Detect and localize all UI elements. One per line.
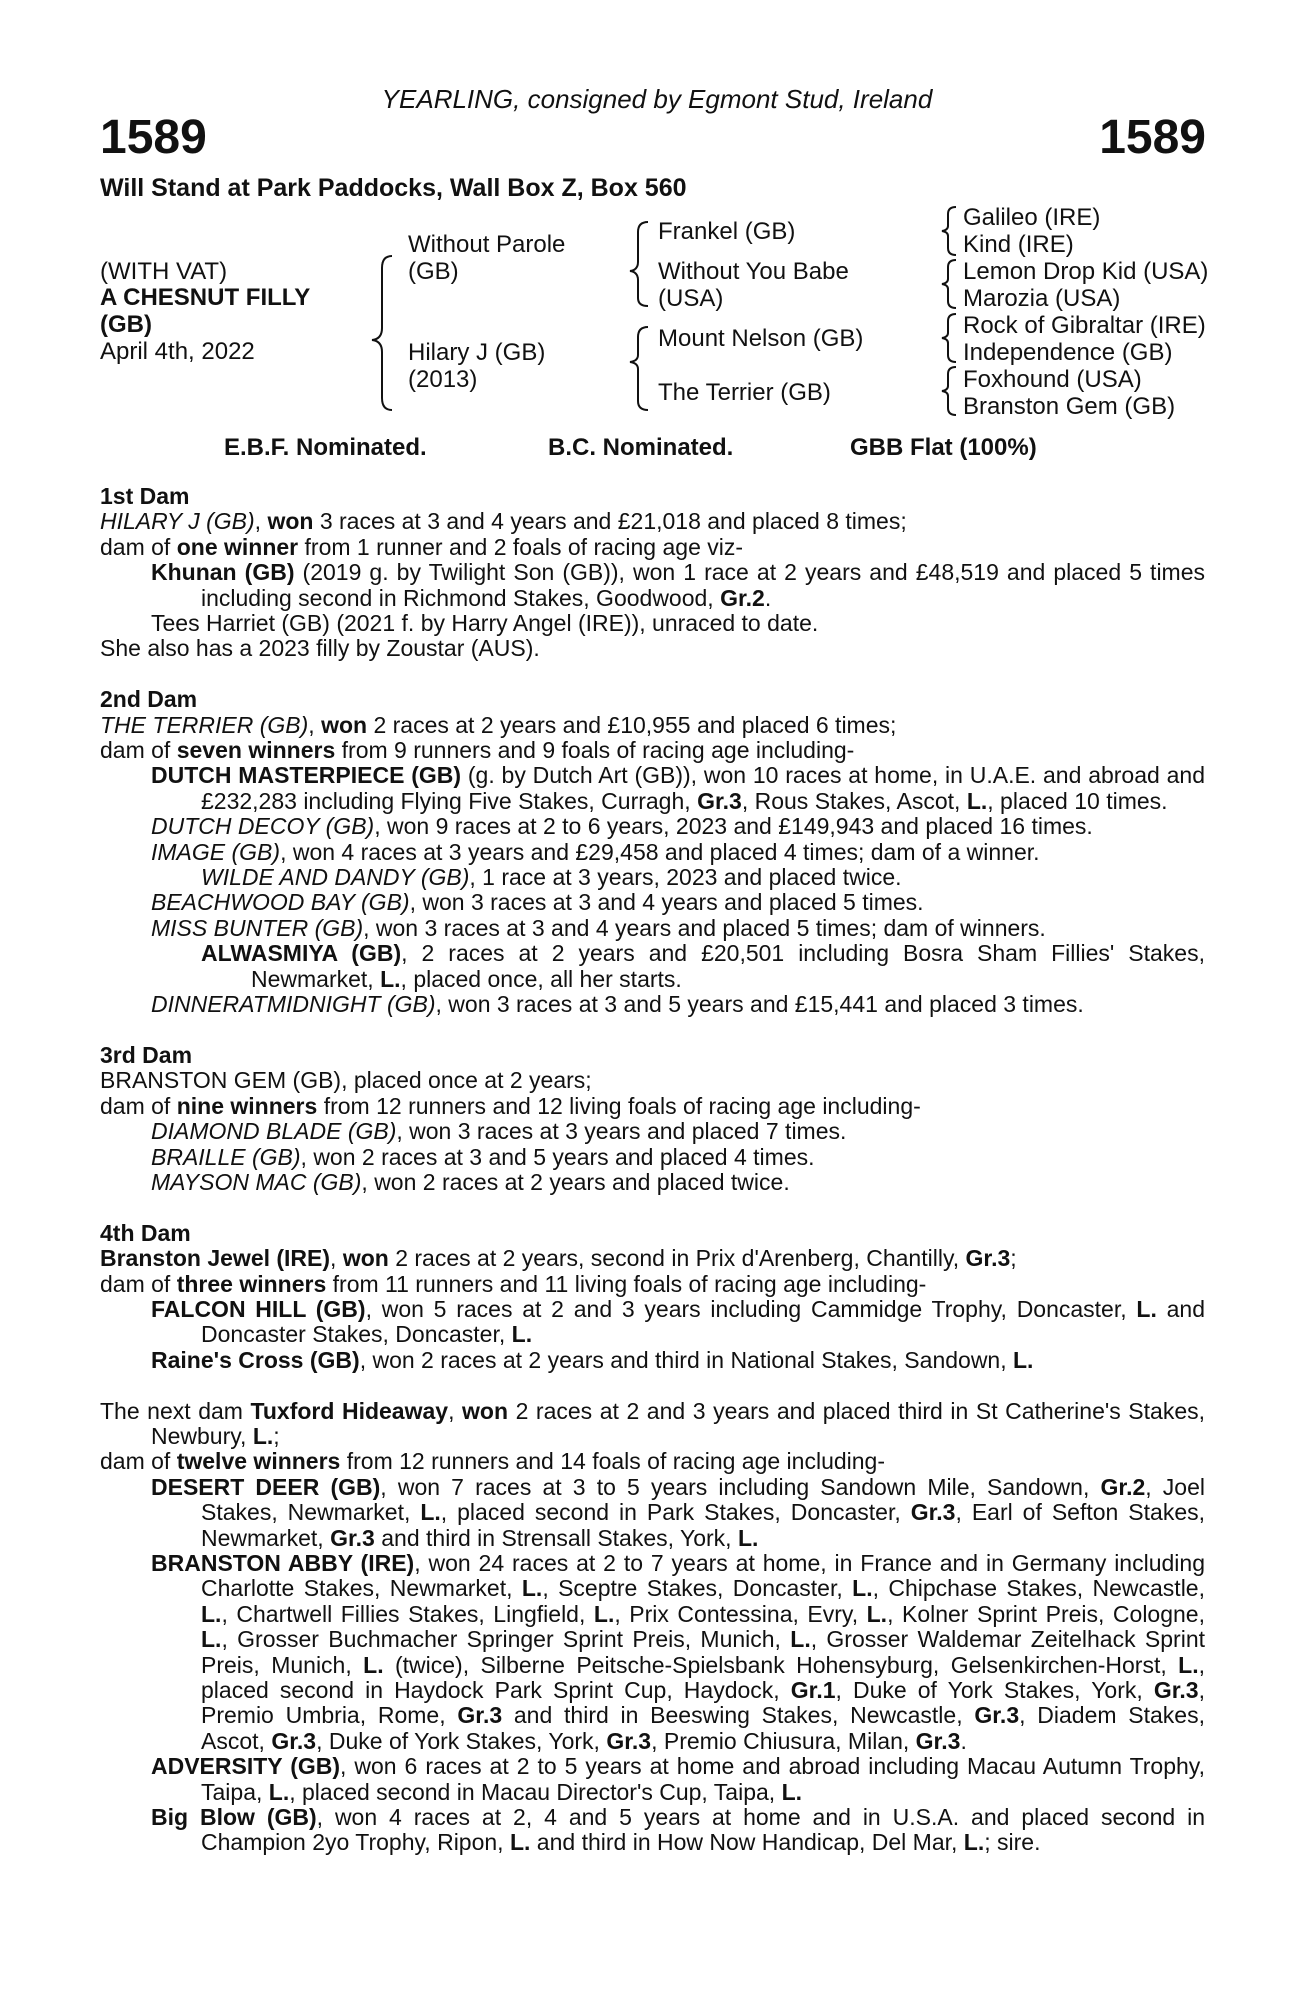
next-dam-produce: dam of twelve winners from 12 runners and 14 foals of racing age including- xyxy=(100,1448,885,1475)
third-dam-produce: dam of nine winners from 12 runners and 12 living foals of racing age including- xyxy=(100,1092,921,1119)
produce-diamond-blade: DIAMOND BLADE (GB), won 3 races at 3 years and placed 7 times. xyxy=(151,1118,847,1145)
produce-dutch-masterpiece: DUTCH MASTERPIECE (GB) (g. by Dutch Art (GB)), won 10 races at home, in U.A.E. and abroad and £232,283 including Flying Five Stakes, Curragh, Gr.3, Rous Stakes, Ascot, L., placed 10 times. xyxy=(151,762,1205,814)
sire-sire: Frankel (GB) xyxy=(658,218,796,245)
next-dam-record: The next dam Tuxford Hideaway, won 2 races at 2 and 3 years and placed third in St Catherine's Stakes, Newbury, L.; xyxy=(100,1397,1206,1449)
first-dam-heading: 1st Dam xyxy=(100,483,190,509)
foaling-date: April 4th, 2022 xyxy=(100,338,255,365)
dam-sire: Mount Nelson (GB) xyxy=(658,325,864,352)
sire-name: Without Parole xyxy=(408,231,566,258)
subject-country: (GB) xyxy=(100,311,152,338)
first-dam-record: HILARY J (GB), won 3 races at 3 and 4 years and £21,018 and placed 8 times; xyxy=(100,508,907,535)
produce-falcon-hill: FALCON HILL (GB), won 5 races at 2 and 3 years including Cammidge Trophy, Doncaster, L. and Doncaster Stakes, Doncaster, L. xyxy=(151,1295,1205,1348)
fourth-dam-record: Branston Jewel (IRE), won 2 races at 2 years, second in Prix d'Arenberg, Chantilly, Gr.3; xyxy=(100,1245,1017,1272)
fourth-dam-produce: dam of three winners from 11 runners and 11 living foals of racing age including- xyxy=(100,1270,927,1297)
brace-ss xyxy=(942,207,956,255)
gg-dam-dam-dam: Branston Gem (GB) xyxy=(963,393,1176,420)
produce-mayson-mac: MAYSON MAC (GB), won 2 races at 2 years and placed twice. xyxy=(151,1168,790,1195)
produce-branston-abby: BRANSTON ABBY (IRE), won 24 races at 2 to 7 years at home, in France and in Germany including Charlotte Stakes, Newmarket, L., Sceptre Stakes, Doncaster, L., Chipchase Stakes, Newcastle, L., Chartwell Fillies Stakes, Lingfield, L., Prix Contessina, Evry, L., Kolner Sprint Preis, Cologne, L., Grosser Buchmacher Springer Sprint Preis, Munich, L., Grosser Waldemar Zeitelhack Sprint Preis, Munich, L. (twice), Silberne Peitsche-Spielsbank Hohensyburg, Gelsenkirchen-Horst, L., placed second in Haydock Park Sprint Cup, Haydock, Gr.1, Duke of York Stakes, York, Gr.3, Premio Umbria, Rome, Gr.3 and third in Beeswing Stakes, Newcastle, Gr.3, Diadem Stakes, Ascot, Gr.3, Duke of York Stakes, York, Gr.3, Premio Chiusura, Milan, Gr.3. xyxy=(151,1550,1205,1754)
produce-adversity: ADVERSITY (GB), won 6 races at 2 to 5 years at home and abroad including Macau Autumn Trophy, Taipa, L., placed second in Macau Director's Cup, Taipa, L. xyxy=(151,1753,1205,1805)
gg-sire-sire-dam: Kind (IRE) xyxy=(963,231,1074,258)
second-dam-heading: 2nd Dam xyxy=(100,686,198,713)
subject-description: A CHESNUT FILLY xyxy=(100,284,311,311)
produce-beachwood-bay: BEACHWOOD BAY (GB), won 3 races at 3 and 4 years and placed 5 times. xyxy=(151,889,924,916)
first-dam-produce: dam of one winner from 1 runner and 2 foals of racing age viz- xyxy=(100,533,744,560)
brace-main xyxy=(372,256,392,410)
produce-dutch-decoy: DUTCH DECOY (GB), won 9 races at 2 to 6 years, 2023 and £149,943 and placed 16 times. xyxy=(151,813,1093,840)
brace-ds xyxy=(942,314,956,362)
gg-sire-dam-sire: Lemon Drop Kid (USA) xyxy=(963,258,1209,285)
second-dam-produce: dam of seven winners from 9 runners and 9 foals of racing age including- xyxy=(100,737,855,764)
produce-braille: BRAILLE (GB), won 2 races at 3 and 5 years and placed 4 times. xyxy=(151,1143,815,1170)
produce-desert-deer: DESERT DEER (GB), won 7 races at 3 to 5 years including Sandown Mile, Sandown, Gr.2, Joel Stakes, Newmarket, L., placed second in Park Stakes, Doncaster, Gr.3, Earl of Sefton Stakes, Newmarket, Gr.3 and third in Strensall Stakes, York, L. xyxy=(151,1473,1205,1551)
ebf-nomination: E.B.F. Nominated. xyxy=(224,434,427,461)
third-dam-record: BRANSTON GEM (GB), placed once at 2 years; xyxy=(100,1067,592,1094)
fourth-dam-heading: 4th Dam xyxy=(100,1219,191,1246)
produce-dinneratmidnight: DINNERATMIDNIGHT (GB), won 3 races at 3 and 5 years and £15,441 and placed 3 times. xyxy=(151,991,1084,1018)
gg-sire-sire-sire: Galileo (IRE) xyxy=(963,204,1101,231)
sire-country: (GB) xyxy=(408,258,459,285)
first-dam-also: She also has a 2023 filly by Zoustar (AUS). xyxy=(100,635,540,662)
lot-number-left: 1589 xyxy=(100,111,207,164)
first-dam-name: HILARY J (GB) xyxy=(100,508,255,535)
vat-note: (WITH VAT) xyxy=(100,258,228,285)
sire-dam-country: (USA) xyxy=(658,285,724,312)
gg-dam-sire-dam: Independence (GB) xyxy=(963,339,1173,366)
produce-big-blow: Big Blow (GB), won 4 races at 2, 4 and 5 years at home and in U.S.A. and placed second in Champion 2yo Trophy, Ripon, L. and third in How Now Handicap, Del Mar, L.; sire. xyxy=(151,1804,1205,1856)
gbb-flat: GBB Flat (100%) xyxy=(850,434,1037,461)
produce-alwasmiya: ALWASMIYA (GB), 2 races at 2 years and £20,501 including Bosra Sham Fillies' Stakes, Newmarket, L., placed once, all her starts. xyxy=(201,940,1205,992)
produce-record xyxy=(100,484,1205,1856)
produce-tees-harriet: Tees Harriet (GB) (2021 f. by Harry Angel (IRE)), unraced to date. xyxy=(151,610,819,637)
dam-dam: The Terrier (GB) xyxy=(658,379,831,406)
sire-dam-name: Without You Babe xyxy=(658,258,849,285)
consignment-line: YEARLING, consigned by Egmont Stud, Ireland xyxy=(381,84,933,114)
dam-name: Hilary J (GB) xyxy=(408,339,546,366)
produce-miss-bunter: MISS BUNTER (GB), won 3 races at 3 and 4 years and placed 5 times; dam of winners. xyxy=(151,914,1046,941)
produce-raines-cross: Raine's Cross (GB), won 2 races at 2 years and third in National Stakes, Sandown, L. xyxy=(151,1346,1034,1373)
produce-image: IMAGE (GB), won 4 races at 3 years and £29,458 and placed 4 times; dam of a winner. xyxy=(151,838,1040,865)
second-dam-record: THE TERRIER (GB), won 2 races at 2 years and £10,955 and placed 6 times; xyxy=(100,711,897,738)
bc-nomination: B.C. Nominated. xyxy=(548,434,734,461)
produce-wilde-and-dandy: WILDE AND DANDY (GB), 1 race at 3 years, 2023 and placed twice. xyxy=(201,864,902,891)
gg-sire-dam-dam: Marozia (USA) xyxy=(963,285,1121,312)
brace-dam xyxy=(630,327,648,410)
dam-year: (2013) xyxy=(408,366,478,393)
gg-dam-dam-sire: Foxhound (USA) xyxy=(963,366,1142,393)
brace-sd xyxy=(942,260,956,308)
brace-sire xyxy=(630,222,648,306)
lot-number-right: 1589 xyxy=(1099,111,1206,164)
stand-location: Will Stand at Park Paddocks, Wall Box Z, Box 560 xyxy=(100,174,687,202)
gg-dam-sire-sire: Rock of Gibraltar (IRE) xyxy=(963,312,1206,339)
brace-dd xyxy=(942,367,956,415)
third-dam-heading: 3rd Dam xyxy=(100,1041,193,1068)
produce-khunan: Khunan (GB) (2019 g. by Twilight Son (GB)), won 1 race at 2 years and £48,519 and placed 5 times including second in Richmond Stakes, Goodwood, Gr.2. xyxy=(151,559,1206,611)
